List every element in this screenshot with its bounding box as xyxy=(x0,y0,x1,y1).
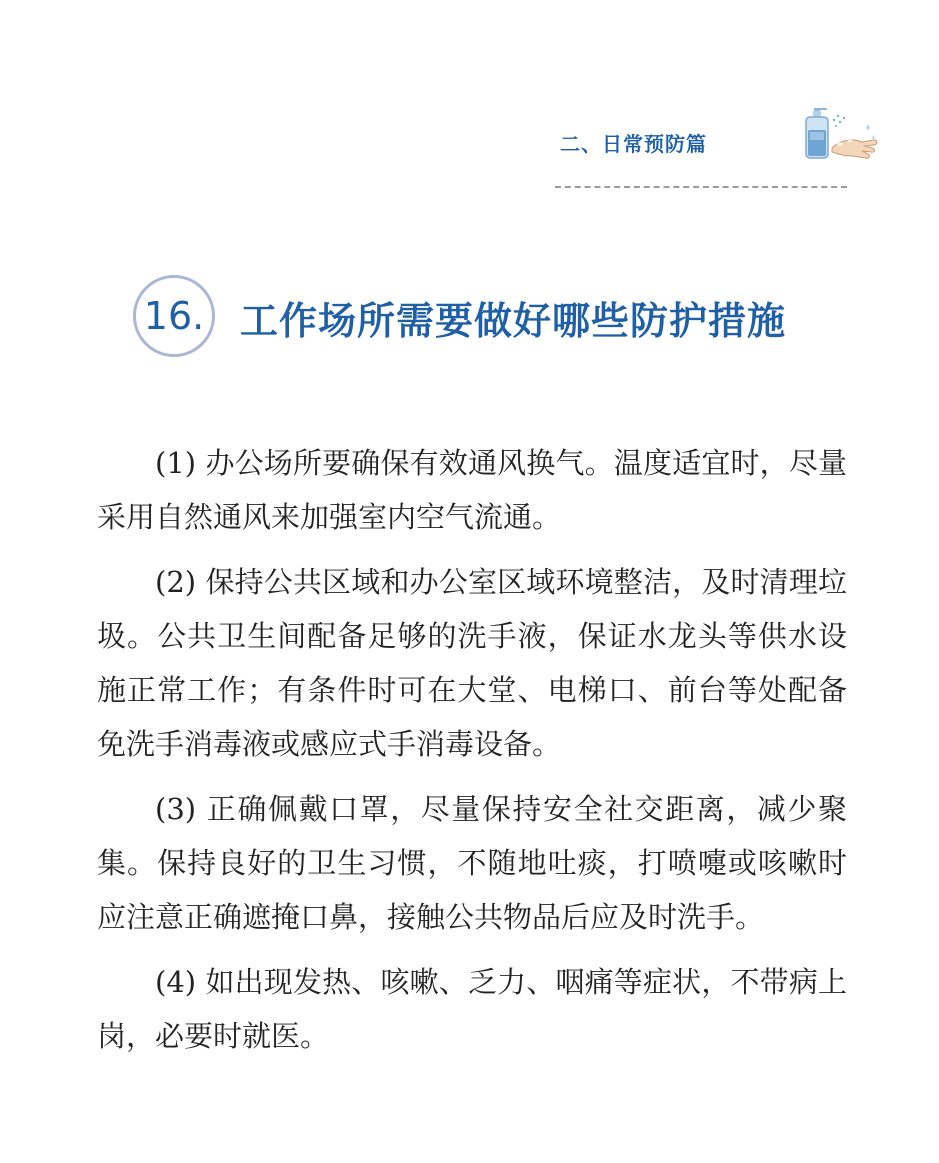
answer-body xyxy=(97,436,847,1074)
question-number-badge xyxy=(133,275,215,357)
answer-paragraph-4: (4) 如出现发热、咳嗽、乏力、咽痛等症状，不带病上岗，必要时就医。 xyxy=(97,965,847,1053)
hand-washing-sanitizer-icon xyxy=(800,104,880,166)
question-number: 16. xyxy=(143,294,205,338)
answer-paragraph-2: (2) 保持公共区域和办公室区域环境整洁，及时清理垃圾。公共卫生间配备足够的洗手液，保证水龙头等供水设施正常工作；有条件时可在大堂、电梯口、前台等处配备免洗手消毒液或感应式手消毒设备。 xyxy=(97,565,847,761)
section-header-label: 二、日常预防篇 xyxy=(560,132,707,156)
header-divider xyxy=(555,186,847,188)
answer-paragraph-1: (1) 办公场所要确保有效通风换气。温度适宜时，尽量采用自然通风来加强室内空气流通。 xyxy=(97,446,847,534)
question-title: 工作场所需要做好哪些防护措施 xyxy=(240,299,787,343)
answer-paragraph-3: (3) 正确佩戴口罩，尽量保持安全社交距离，减少聚集。保持良好的卫生习惯，不随地吐痰，打喷嚏或咳嗽时应注意正确遮掩口鼻，接触公共物品后应及时洗手。 xyxy=(97,792,847,934)
